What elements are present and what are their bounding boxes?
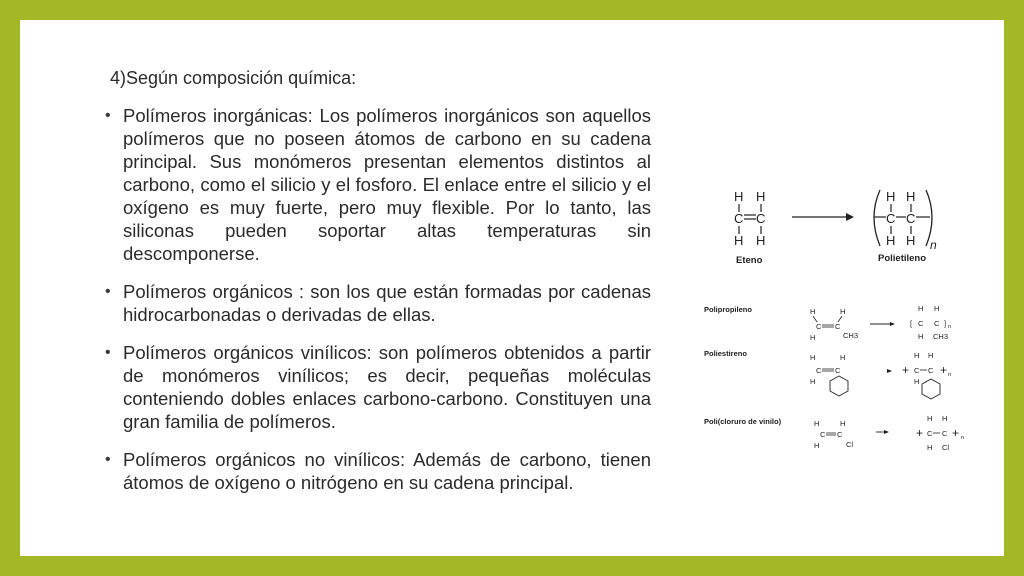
svg-text:+: + bbox=[940, 363, 948, 377]
svg-text:+: + bbox=[952, 426, 960, 440]
svg-text:H: H bbox=[928, 351, 934, 360]
atom-h: H bbox=[886, 233, 896, 248]
svg-text:H: H bbox=[840, 419, 846, 428]
atom-c: C bbox=[756, 211, 766, 226]
svg-text:C: C bbox=[837, 430, 843, 439]
svg-text:H: H bbox=[918, 332, 924, 341]
subscript-n: n bbox=[961, 435, 965, 441]
bullet-non-vinyl-polymers: • Polímeros orgánicos no vinílicos: Además de carbono, tienen átomos de oxígeno o nitrógeno en su cadena principal. bbox=[105, 448, 651, 494]
benzene-ring-icon bbox=[830, 376, 848, 396]
svg-text:C: C bbox=[934, 319, 940, 328]
svg-text:C: C bbox=[918, 319, 924, 328]
svg-text:H: H bbox=[927, 414, 933, 423]
svg-text:C: C bbox=[914, 366, 920, 375]
atom-h: H bbox=[734, 233, 744, 248]
svg-text:H: H bbox=[814, 441, 820, 450]
polipropileno-label: Polipropileno bbox=[704, 305, 752, 314]
polietileno-label: Polietileno bbox=[878, 253, 927, 264]
slide-heading: 4)Según composición química: bbox=[110, 68, 357, 88]
svg-text:H: H bbox=[814, 419, 820, 428]
atom-h: H bbox=[734, 189, 744, 204]
svg-text:]: ] bbox=[944, 319, 947, 328]
polyethylene-reaction-diagram bbox=[700, 160, 970, 272]
vinyl-chloride-substituent: Cl bbox=[846, 440, 854, 449]
svg-text:H: H bbox=[934, 304, 940, 313]
svg-text:C: C bbox=[816, 322, 822, 331]
svg-text:+: + bbox=[902, 363, 910, 377]
atom-h: H bbox=[756, 233, 766, 248]
reaction-arrow bbox=[887, 369, 892, 373]
atom-c: C bbox=[886, 211, 896, 226]
atom-h: H bbox=[906, 189, 916, 204]
svg-text:H: H bbox=[927, 443, 933, 452]
svg-text:C: C bbox=[942, 429, 948, 438]
benzene-ring-icon bbox=[922, 379, 940, 399]
svg-text:H: H bbox=[810, 333, 816, 342]
pvc-substituent: Cl bbox=[942, 443, 950, 452]
poliestireno-label: Poliestireno bbox=[704, 349, 747, 358]
svg-text:H: H bbox=[840, 307, 846, 316]
atom-h: H bbox=[906, 233, 916, 248]
vinyl-polymers-diagram bbox=[680, 280, 980, 460]
svg-text:H: H bbox=[918, 304, 924, 313]
bullet-list bbox=[105, 104, 651, 509]
svg-text:C: C bbox=[835, 366, 841, 375]
svg-text:C: C bbox=[927, 429, 933, 438]
bullet-inorganic-polymers: • Polímeros inorgánicas: Los polímeros inorgánicos son aquellos polímeros que no poseen átomos de carbono en su cadena principal. Sus monómeros presentan elementos distintos al carbono, como el silicio y el fosforo. El enlace entre el silicio y el oxígeno es muy fuerte, pero muy flexible. Por lo tanto, las siliconas pueden soportar altas temperaturas sin descomponerse. bbox=[105, 104, 651, 265]
propylene-substituent: CH3 bbox=[843, 331, 859, 340]
bullet-organic-polymers: • Polímeros orgánicos : son los que están formadas por cadenas hidrocarbonadas o derivadas de ellas. bbox=[105, 280, 651, 326]
pvc-label: Poli(cloruro de vinilo) bbox=[704, 417, 782, 426]
svg-text:[: [ bbox=[910, 319, 913, 328]
eteno-label: Eteno bbox=[736, 255, 763, 266]
polypropylene-substituent: CH3 bbox=[933, 332, 949, 341]
svg-text:+: + bbox=[916, 426, 924, 440]
svg-text:C: C bbox=[820, 430, 826, 439]
subscript-n: n bbox=[930, 238, 937, 252]
svg-text:H: H bbox=[914, 351, 920, 360]
atom-c: C bbox=[734, 211, 744, 226]
svg-text:H: H bbox=[914, 377, 920, 386]
bullet-vinyl-polymers: • Polímeros orgánicos vinílicos: son polímeros obtenidos a partir de monómeros vinílicos; es decir, pequeñas moléculas conteniendo dobles enlaces carbono-carbono. Constituyen una gran familia de polímeros. bbox=[105, 341, 651, 433]
left-bracket bbox=[874, 190, 880, 246]
subscript-n: n bbox=[948, 372, 952, 378]
svg-text:H: H bbox=[942, 414, 948, 423]
svg-text:C: C bbox=[835, 322, 841, 331]
svg-text:C: C bbox=[816, 366, 822, 375]
atom-h: H bbox=[886, 189, 896, 204]
svg-text:H: H bbox=[840, 353, 846, 362]
atom-h: H bbox=[756, 189, 766, 204]
svg-text:C: C bbox=[928, 366, 934, 375]
svg-text:H: H bbox=[810, 377, 816, 386]
atom-c: C bbox=[906, 211, 916, 226]
svg-text:H: H bbox=[810, 307, 816, 316]
svg-text:H: H bbox=[810, 353, 816, 362]
subscript-n: n bbox=[948, 324, 952, 330]
